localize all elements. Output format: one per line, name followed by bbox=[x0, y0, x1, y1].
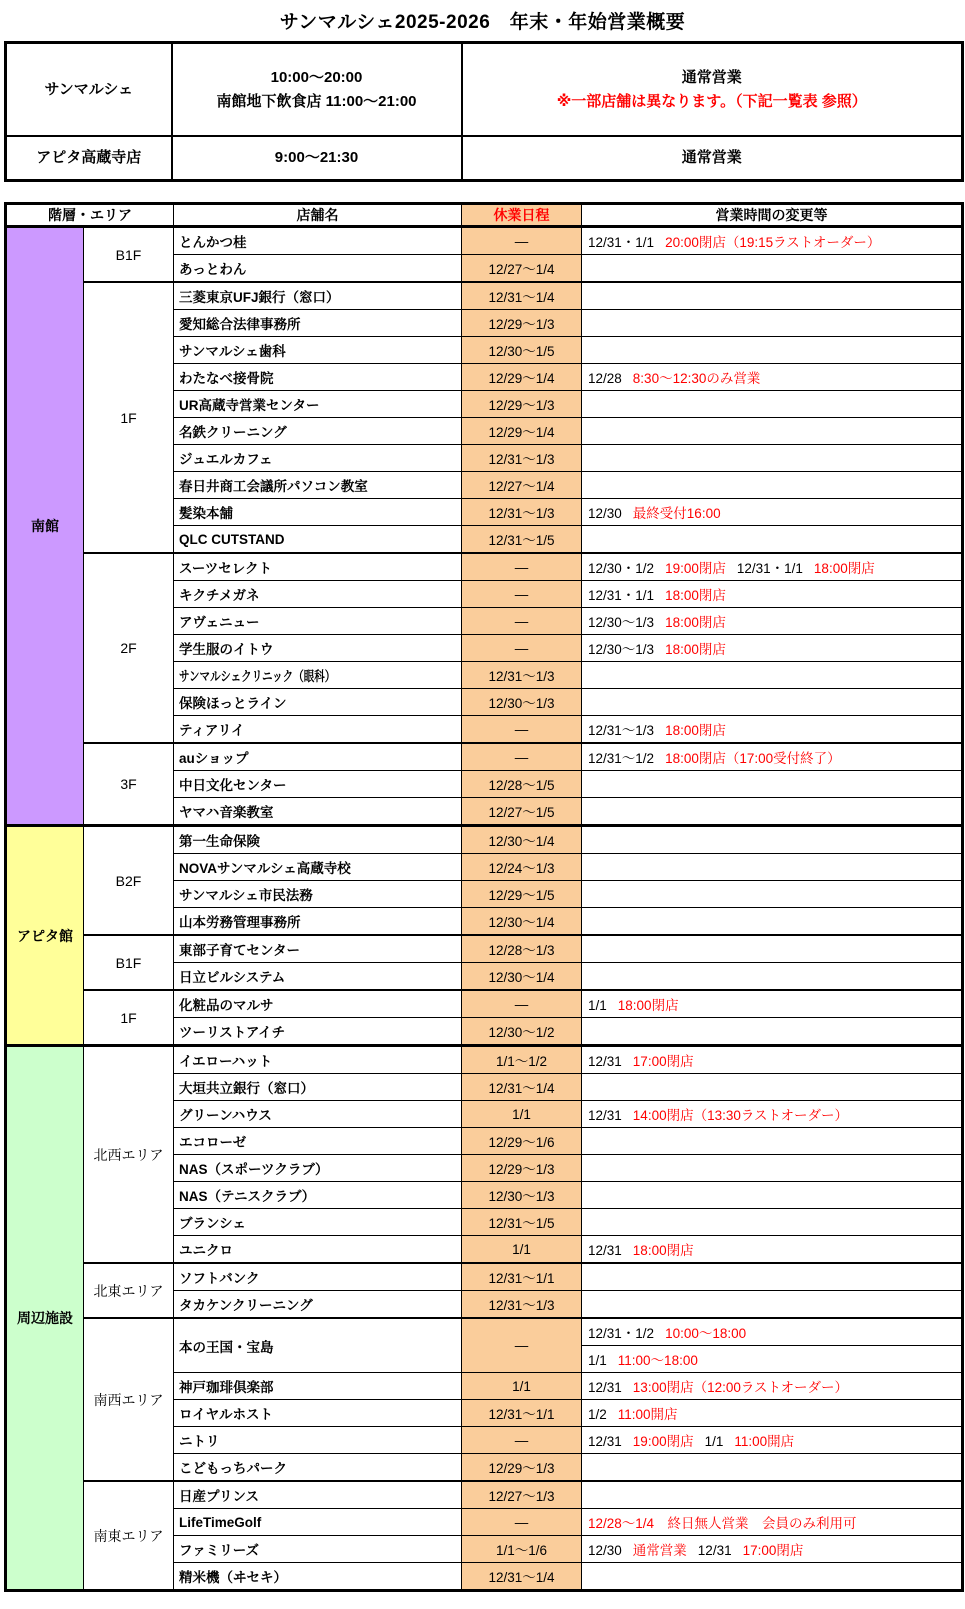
store-name-cell: あっとわん bbox=[174, 255, 462, 283]
store-name-cell: ニトリ bbox=[174, 1427, 462, 1454]
hours-change-cell bbox=[582, 826, 963, 854]
store-name-cell: 山本労務管理事務所 bbox=[174, 908, 462, 936]
change-segment: 12/28～1/4 終日無人営業 会員のみ利用可 bbox=[588, 1516, 857, 1531]
summary-note-cell bbox=[462, 43, 963, 137]
change-segment: 1/1 bbox=[588, 998, 607, 1013]
closed-dates-cell: ― bbox=[462, 990, 582, 1018]
floor-cell: 南西エリア bbox=[84, 1318, 174, 1481]
header-area-column: 階層・エリア bbox=[6, 204, 174, 227]
closed-dates-cell: ― bbox=[462, 553, 582, 581]
closed-dates-cell: 12/29～1/3 bbox=[462, 1155, 582, 1182]
change-segment: 18:00閉店 bbox=[665, 615, 726, 630]
store-name-cell: 精米機（ヰセキ） bbox=[174, 1563, 462, 1591]
change-segment: 13:00閉店（12:00ラストオーダー） bbox=[632, 1380, 849, 1395]
store-row bbox=[6, 282, 963, 310]
page-title: サンマルシェ2025-2026 年末・年始営業概要 bbox=[279, 12, 686, 33]
closed-dates-cell: 12/30～1/4 bbox=[462, 826, 582, 854]
change-segment: 18:00閉店 bbox=[665, 642, 726, 657]
hours-change-cell bbox=[582, 1018, 963, 1046]
schedule-table bbox=[4, 202, 964, 1592]
store-name-cell: 日立ビルシステム bbox=[174, 963, 462, 991]
store-name-cell: イエローハット bbox=[174, 1046, 462, 1074]
change-segment: 1/2 bbox=[588, 1407, 607, 1422]
summary-hours-cell bbox=[172, 43, 462, 137]
store-name-cell: 化粧品のマルサ bbox=[174, 990, 462, 1018]
change-segment: 18:00閉店 bbox=[813, 561, 875, 576]
schedule-header-row bbox=[6, 204, 963, 227]
summary-note-line: 通常営業 bbox=[681, 69, 742, 87]
hours-change-cell bbox=[582, 472, 963, 499]
closed-dates-cell: 12/31～1/5 bbox=[462, 526, 582, 554]
store-name-cell: 学生服のイトウ bbox=[174, 635, 462, 662]
closed-dates-cell: ― bbox=[462, 716, 582, 744]
hours-change-cell bbox=[582, 364, 963, 391]
closed-dates-cell: 12/30～1/3 bbox=[462, 1182, 582, 1209]
store-name-cell: とんかつ桂 bbox=[174, 227, 462, 255]
closed-dates-cell: ― bbox=[462, 608, 582, 635]
store-name-cell: ロイヤルホスト bbox=[174, 1400, 462, 1427]
store-name-cell: ユニクロ bbox=[174, 1236, 462, 1264]
change-segment: 12/31 bbox=[697, 1543, 732, 1558]
closed-dates-cell: 12/31～1/5 bbox=[462, 1209, 582, 1236]
store-name-cell: NAS（テニスクラブ） bbox=[174, 1182, 462, 1209]
closed-dates-cell: ― bbox=[462, 1318, 582, 1373]
store-name-cell: NAS（スポーツクラブ） bbox=[174, 1155, 462, 1182]
change-segment: 17:00閉店 bbox=[632, 1054, 694, 1069]
store-row bbox=[6, 990, 963, 1018]
hours-change-cell bbox=[582, 1182, 963, 1209]
closed-dates-cell: 12/30～1/4 bbox=[462, 963, 582, 991]
store-name-cell: 保険ほっとライン bbox=[174, 689, 462, 716]
floor-cell: 2F bbox=[84, 553, 174, 743]
closed-dates-cell: ― bbox=[462, 635, 582, 662]
store-name-cell: タカケンクリーニング bbox=[174, 1291, 462, 1319]
closed-dates-cell: 12/31～1/3 bbox=[462, 499, 582, 526]
floor-cell: B1F bbox=[84, 935, 174, 990]
floor-cell: 3F bbox=[84, 743, 174, 826]
store-name-cell: キクチメガネ bbox=[174, 581, 462, 608]
closed-dates-cell: 1/1 bbox=[462, 1236, 582, 1264]
hours-change-cell bbox=[582, 990, 963, 1018]
change-segment: 11:00開店 bbox=[617, 1407, 678, 1422]
store-name-cell: こどもっちパーク bbox=[174, 1454, 462, 1482]
summary-hours-cell bbox=[172, 136, 462, 181]
store-name-cell: エコローゼ bbox=[174, 1128, 462, 1155]
closed-dates-cell: 12/29～1/3 bbox=[462, 391, 582, 418]
hours-change-cell bbox=[582, 1427, 963, 1454]
hours-change-cell bbox=[582, 1454, 963, 1482]
closed-dates-cell: 12/28～1/3 bbox=[462, 935, 582, 963]
hours-change-cell bbox=[582, 282, 963, 310]
change-segment: 11:00～18:00 bbox=[617, 1353, 698, 1368]
summary-facility-cell: サンマルシェ bbox=[6, 43, 172, 137]
closed-dates-cell: 12/31～1/1 bbox=[462, 1400, 582, 1427]
hours-change-cell bbox=[582, 1373, 963, 1400]
hours-change-cell bbox=[582, 1291, 963, 1319]
hours-change-cell bbox=[582, 227, 963, 255]
change-segment: 12/31・1/1 bbox=[588, 235, 655, 250]
store-name-cell: ブランシェ bbox=[174, 1209, 462, 1236]
closed-dates-cell: ― bbox=[462, 1427, 582, 1454]
hours-change-cell bbox=[582, 337, 963, 364]
summary-facility-cell: アピタ高蔵寺店 bbox=[6, 136, 172, 181]
change-segment: 12/31・1/1 bbox=[588, 588, 655, 603]
store-row bbox=[6, 743, 963, 771]
floor-cell: 北西エリア bbox=[84, 1046, 174, 1264]
closed-dates-cell: 1/1～1/6 bbox=[462, 1536, 582, 1563]
closed-dates-cell: 12/29～1/6 bbox=[462, 1128, 582, 1155]
floor-cell: 1F bbox=[84, 282, 174, 553]
change-segment: 12/31・1/2 bbox=[588, 1326, 655, 1341]
store-name-cell: 名鉄クリーニング bbox=[174, 418, 462, 445]
hours-change-cell bbox=[582, 635, 963, 662]
header-change-column: 営業時間の変更等 bbox=[582, 204, 963, 227]
hours-change-cell bbox=[582, 1536, 963, 1563]
closed-dates-cell: 12/31～1/1 bbox=[462, 1263, 582, 1291]
change-segment: 12/31 bbox=[588, 1434, 622, 1449]
closed-dates-cell: 12/30～1/3 bbox=[462, 689, 582, 716]
change-segment: 12/30～1/3 bbox=[588, 615, 655, 630]
change-segment: 12/31・1/1 bbox=[736, 561, 803, 576]
schedule-table-body bbox=[6, 227, 963, 1591]
closed-dates-cell: 12/30～1/2 bbox=[462, 1018, 582, 1046]
building-cell: 南館 bbox=[6, 227, 84, 826]
hours-change-cell bbox=[582, 1101, 963, 1128]
change-segment: 12/31 bbox=[588, 1243, 622, 1258]
change-segment: 12/31 bbox=[588, 1054, 622, 1069]
hours-change-cell bbox=[582, 963, 963, 991]
hours-change-cell bbox=[582, 1046, 963, 1074]
summary-hours-line: 10:00～20:00 bbox=[270, 69, 363, 87]
hours-change-cell bbox=[582, 1263, 963, 1291]
change-segment: 12/30 bbox=[588, 1543, 622, 1558]
store-name-cell: 髪染本舗 bbox=[174, 499, 462, 526]
change-segment: 17:00閉店 bbox=[742, 1543, 804, 1558]
store-name-cell: サンマルシェ歯科 bbox=[174, 337, 462, 364]
change-segment: 12/31～1/3 bbox=[588, 723, 655, 738]
store-name-cell: 大垣共立銀行（窓口） bbox=[174, 1074, 462, 1101]
store-name-cell: LifeTimeGolf bbox=[174, 1509, 462, 1536]
store-name-cell: 春日井商工会議所パソコン教室 bbox=[174, 472, 462, 499]
header-closed-column: 休業日程 bbox=[462, 204, 582, 227]
change-segment: 12/30・1/2 bbox=[588, 561, 655, 576]
hours-change-cell bbox=[582, 1563, 963, 1591]
change-segment: 最終受付16:00 bbox=[632, 506, 721, 521]
hours-change-cell bbox=[582, 854, 963, 881]
store-name-cell: 中日文化センター bbox=[174, 771, 462, 798]
summary-note-line: 通常営業 bbox=[681, 149, 742, 167]
change-segment: 12/28 bbox=[588, 371, 622, 386]
hours-change-cell bbox=[582, 608, 963, 635]
hours-change-cell bbox=[582, 1509, 963, 1536]
change-segment: 18:00閉店 bbox=[617, 998, 679, 1013]
store-row bbox=[6, 935, 963, 963]
summary-note-line: ※一部店舗は異なります。（下記一覧表 参照） bbox=[556, 92, 867, 110]
change-segment: 18:00閉店 bbox=[632, 1243, 694, 1258]
store-name-cell: 神戸珈琲倶楽部 bbox=[174, 1373, 462, 1400]
store-row bbox=[6, 1481, 963, 1509]
store-row bbox=[6, 1263, 963, 1291]
change-segment: 20:00閉店（19:15ラストオーダー） bbox=[665, 235, 881, 250]
store-name-cell: ファミリーズ bbox=[174, 1536, 462, 1563]
hours-change-cell bbox=[582, 771, 963, 798]
hours-change-cell bbox=[582, 716, 963, 744]
store-row bbox=[6, 1318, 963, 1346]
floor-cell: B1F bbox=[84, 227, 174, 283]
hours-change-cell bbox=[582, 1209, 963, 1236]
store-name-cell: QLC CUTSTAND bbox=[174, 526, 462, 554]
closed-dates-cell: 12/31～1/3 bbox=[462, 445, 582, 472]
change-segment: 12/30～1/3 bbox=[588, 642, 655, 657]
closed-dates-cell: 12/28～1/5 bbox=[462, 771, 582, 798]
store-row bbox=[6, 1046, 963, 1074]
closed-dates-cell: 12/31～1/4 bbox=[462, 1074, 582, 1101]
closed-dates-cell: ― bbox=[462, 227, 582, 255]
change-segment: 18:00閉店 bbox=[665, 723, 726, 738]
hours-change-cell bbox=[582, 798, 963, 826]
store-name-cell: ソフトバンク bbox=[174, 1263, 462, 1291]
hours-change-cell bbox=[582, 553, 963, 581]
store-name-cell: わたなべ接骨院 bbox=[174, 364, 462, 391]
closed-dates-cell: 12/31～1/4 bbox=[462, 1563, 582, 1591]
change-segment: 通常営業 bbox=[632, 1543, 687, 1558]
store-row bbox=[6, 826, 963, 854]
summary-hours-line: 9:00～21:30 bbox=[274, 149, 359, 167]
hours-change-cell bbox=[582, 445, 963, 472]
building-cell: 周辺施設 bbox=[6, 1046, 84, 1591]
change-segment: 1/1 bbox=[588, 1353, 607, 1368]
floor-cell: 南東エリア bbox=[84, 1481, 174, 1591]
change-segment: 12/31～1/2 bbox=[588, 751, 655, 766]
summary-hours-line: 南館地下飲食店 11:00～21:00 bbox=[216, 92, 417, 110]
store-name-cell: サンマルシェ市民法務 bbox=[174, 881, 462, 908]
store-name-cell: UR高蔵寺営業センター bbox=[174, 391, 462, 418]
closed-dates-cell: 12/31～1/3 bbox=[462, 662, 582, 689]
store-name-cell: アヴェニュー bbox=[174, 608, 462, 635]
closed-dates-cell: 12/27～1/5 bbox=[462, 798, 582, 826]
closed-dates-cell: 1/1 bbox=[462, 1373, 582, 1400]
store-name-cell: スーツセレクト bbox=[174, 553, 462, 581]
hours-change-cell bbox=[582, 418, 963, 445]
closed-dates-cell: 12/29～1/4 bbox=[462, 418, 582, 445]
closed-dates-cell: 12/29～1/4 bbox=[462, 364, 582, 391]
hours-change-cell bbox=[582, 1155, 963, 1182]
floor-cell: B2F bbox=[84, 826, 174, 936]
change-segment: 12/31 bbox=[588, 1108, 622, 1123]
store-row bbox=[6, 227, 963, 255]
store-row bbox=[6, 553, 963, 581]
hours-change-cell bbox=[582, 881, 963, 908]
store-name-cell: ヤマハ音楽教室 bbox=[174, 798, 462, 826]
closed-dates-cell: 12/24～1/3 bbox=[462, 854, 582, 881]
store-name-cell: auショップ bbox=[174, 743, 462, 771]
floor-cell: 北東エリア bbox=[84, 1263, 174, 1318]
building-cell: アピタ館 bbox=[6, 826, 84, 1046]
hours-change-cell bbox=[582, 391, 963, 418]
hours-change-cell bbox=[582, 1481, 963, 1509]
store-name-cell: グリーンハウス bbox=[174, 1101, 462, 1128]
closed-dates-cell: ― bbox=[462, 743, 582, 771]
header-store-column: 店舗名 bbox=[174, 204, 462, 227]
closed-dates-cell: 12/29～1/5 bbox=[462, 881, 582, 908]
store-name-cell: 三菱東京UFJ銀行（窓口） bbox=[174, 282, 462, 310]
summary-table bbox=[4, 41, 964, 182]
hours-change-cell bbox=[582, 689, 963, 716]
store-name-cell bbox=[174, 662, 462, 689]
closed-dates-cell: 12/30～1/5 bbox=[462, 337, 582, 364]
change-segment: 14:00閉店（13:30ラストオーダー） bbox=[632, 1108, 849, 1123]
hours-change-cell bbox=[582, 1400, 963, 1427]
change-segment: 11:00開店 bbox=[734, 1434, 795, 1449]
change-segment: 12/31 bbox=[588, 1380, 622, 1395]
store-name-cell: NOVAサンマルシェ高蔵寺校 bbox=[174, 854, 462, 881]
store-name-cell: ジュエルカフェ bbox=[174, 445, 462, 472]
store-name-cell: 愛知総合法律事務所 bbox=[174, 310, 462, 337]
store-name-cell: 本の王国・宝島 bbox=[174, 1318, 462, 1373]
hours-change-cell bbox=[582, 526, 963, 554]
closed-dates-cell: ― bbox=[462, 1509, 582, 1536]
store-name-cell: 東部子育てセンター bbox=[174, 935, 462, 963]
store-name-text: サンマルシェクリニック（眼科） bbox=[179, 669, 336, 684]
hours-change-cell bbox=[582, 743, 963, 771]
closed-dates-cell: 1/1～1/2 bbox=[462, 1046, 582, 1074]
summary-row bbox=[6, 136, 963, 181]
store-name-cell: ティアリイ bbox=[174, 716, 462, 744]
closed-dates-cell: 12/30～1/4 bbox=[462, 908, 582, 936]
closed-dates-cell: 12/31～1/4 bbox=[462, 282, 582, 310]
hours-change-cell bbox=[582, 310, 963, 337]
hours-change-cell bbox=[582, 1346, 963, 1373]
hours-change-cell bbox=[582, 581, 963, 608]
hours-change-cell bbox=[582, 1128, 963, 1155]
closed-dates-cell: 12/29～1/3 bbox=[462, 310, 582, 337]
store-name-cell: ツーリストアイチ bbox=[174, 1018, 462, 1046]
summary-note-cell bbox=[462, 136, 963, 181]
hours-change-cell bbox=[582, 662, 963, 689]
hours-change-cell bbox=[582, 935, 963, 963]
closed-dates-cell: 12/27～1/3 bbox=[462, 1481, 582, 1509]
closed-dates-cell: 12/31～1/3 bbox=[462, 1291, 582, 1319]
change-segment: 19:00閉店 bbox=[665, 561, 726, 576]
summary-row bbox=[6, 43, 963, 137]
closed-dates-cell: 1/1 bbox=[462, 1101, 582, 1128]
change-segment: 12/30 bbox=[588, 506, 622, 521]
hours-change-cell bbox=[582, 255, 963, 283]
closed-dates-cell: 12/27～1/4 bbox=[462, 255, 582, 283]
closed-dates-cell: 12/29～1/3 bbox=[462, 1454, 582, 1482]
change-segment: 10:00～18:00 bbox=[665, 1326, 747, 1341]
store-name-cell: 日産プリンス bbox=[174, 1481, 462, 1509]
change-segment: 18:00閉店 bbox=[665, 588, 726, 603]
hours-change-cell bbox=[582, 1236, 963, 1264]
floor-cell: 1F bbox=[84, 990, 174, 1046]
store-name-cell: 第一生命保険 bbox=[174, 826, 462, 854]
hours-change-cell bbox=[582, 1074, 963, 1101]
hours-change-cell bbox=[582, 1318, 963, 1346]
change-segment: 1/1 bbox=[704, 1434, 724, 1449]
change-segment: 8:30～12:30のみ営業 bbox=[632, 371, 761, 386]
closed-dates-cell: ― bbox=[462, 581, 582, 608]
hours-change-cell bbox=[582, 908, 963, 936]
summary-table-body bbox=[6, 43, 963, 181]
change-segment: 19:00閉店 bbox=[632, 1434, 694, 1449]
change-segment: 18:00閉店（17:00受付終了） bbox=[665, 751, 841, 766]
closed-dates-cell: 12/27～1/4 bbox=[462, 472, 582, 499]
hours-change-cell bbox=[582, 499, 963, 526]
